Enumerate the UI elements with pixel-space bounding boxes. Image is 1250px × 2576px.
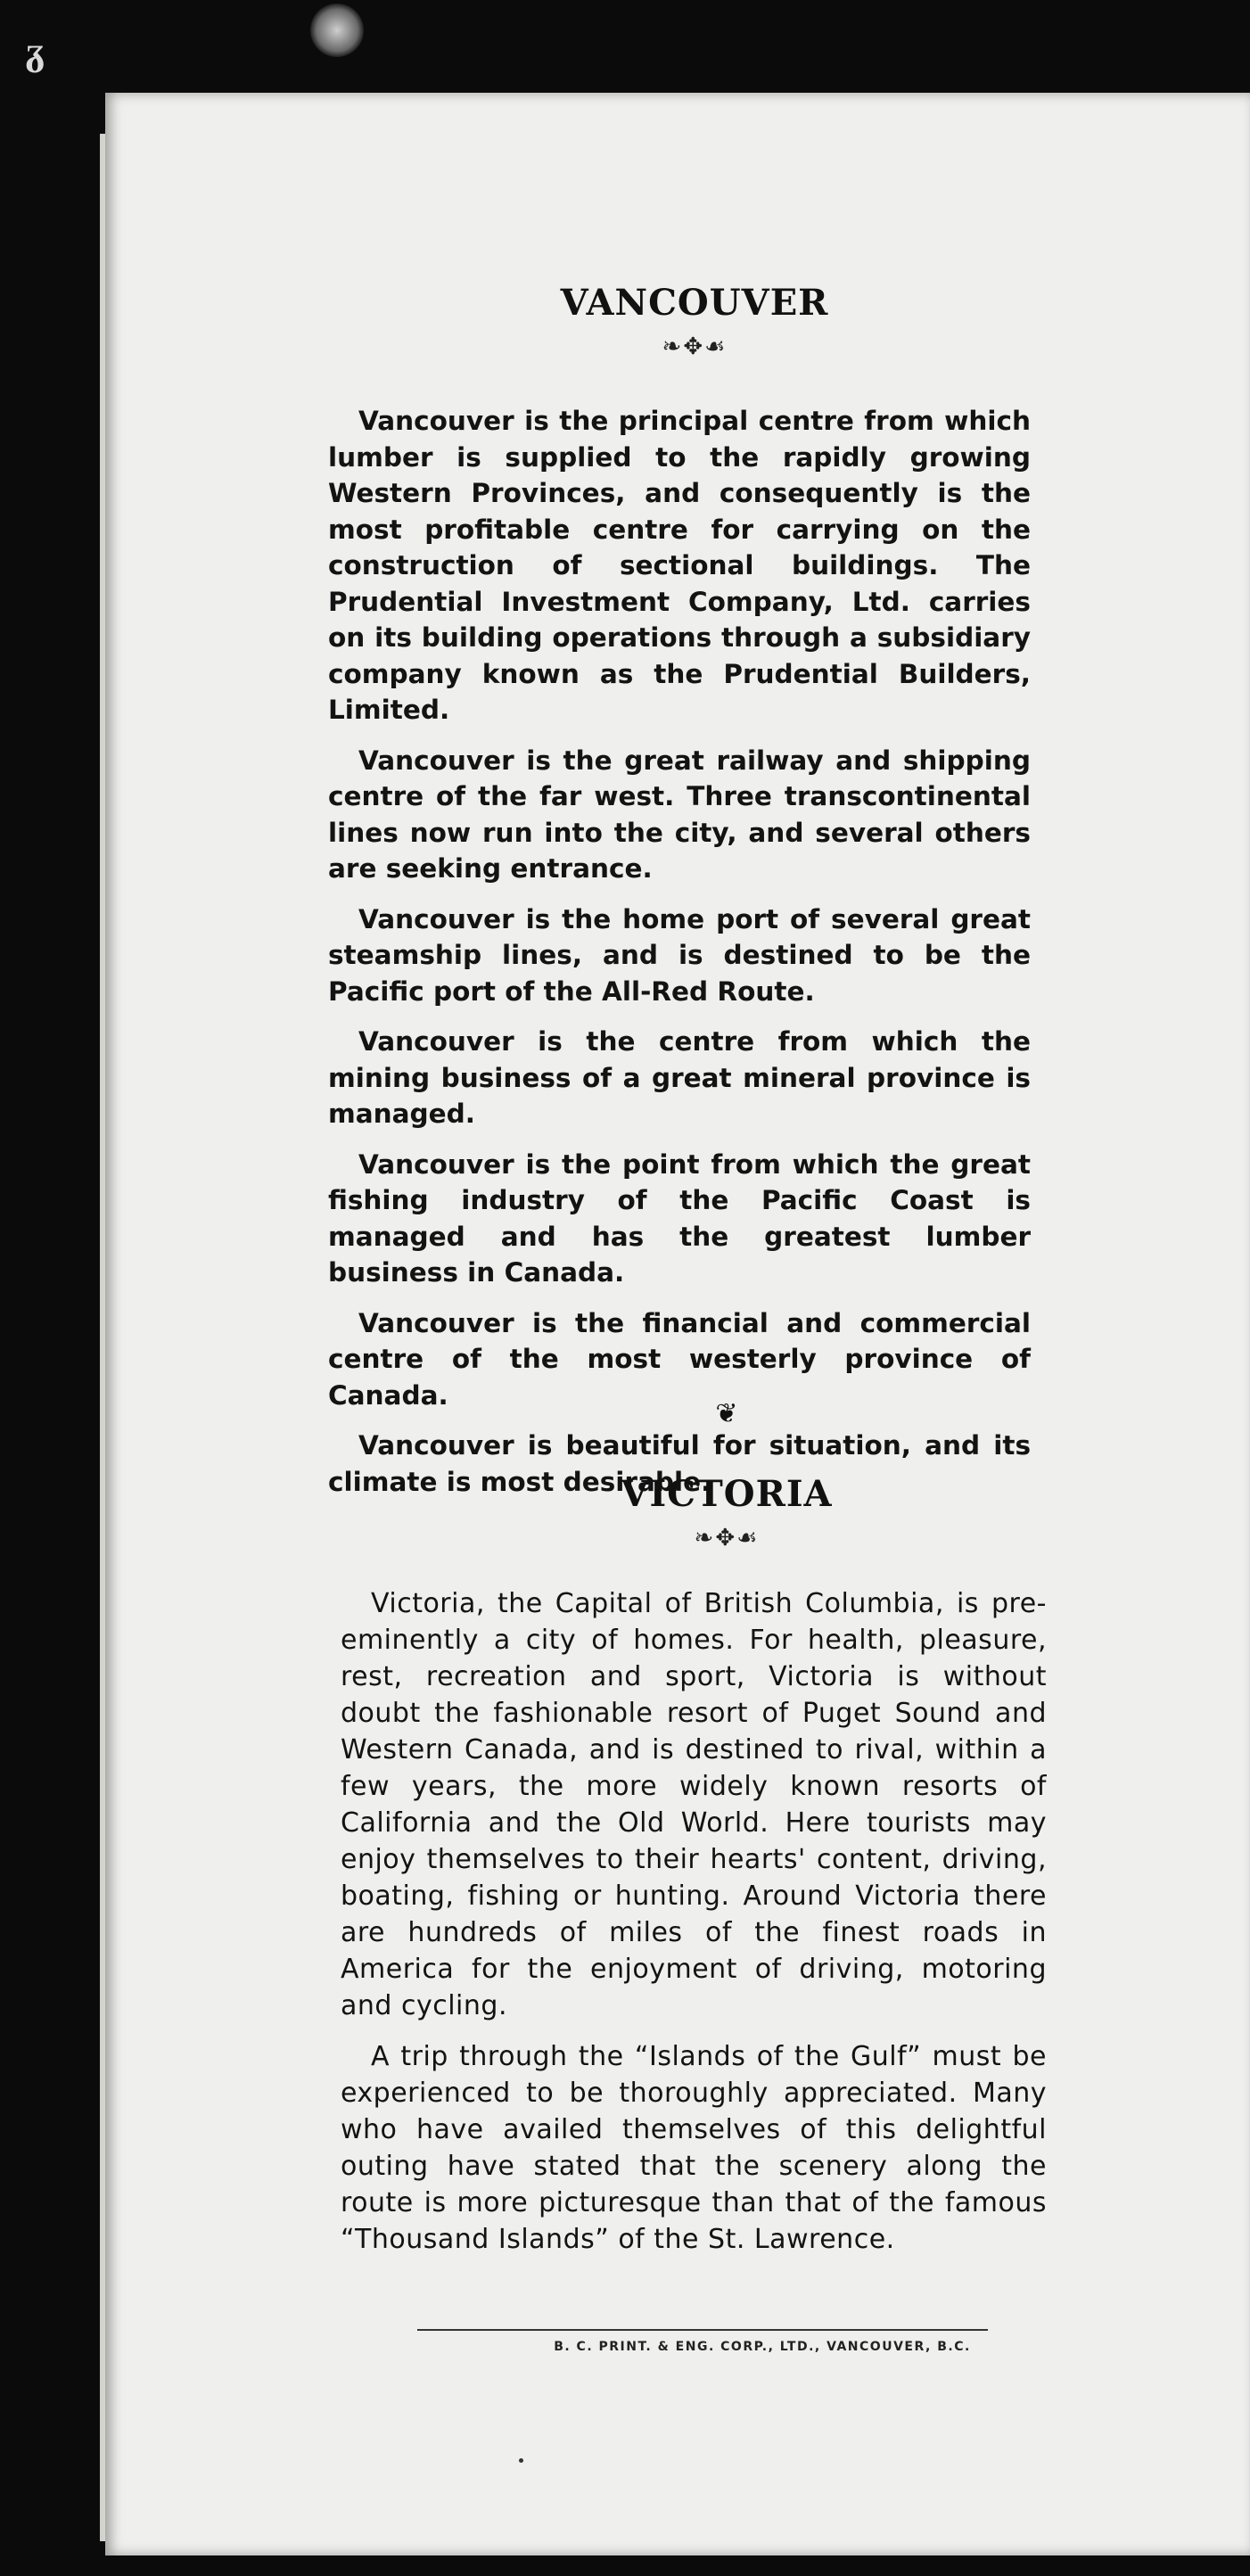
victoria-ornament: ❧✥☙ [694,1525,760,1551]
vancouver-section [328,403,1031,1514]
victoria-section [341,1585,1047,2272]
scan-corner-mark: ᵹ [25,29,45,74]
vancouver-ornament: ❧✥☙ [662,333,728,360]
vancouver-paragraph-5: Vancouver is the point from which the great fishing industry of the Pacific Coast is managed and has the greatest lumber business in Canada. [328,1148,1031,1288]
printer-imprint: B. C. PRINT. & ENG. CORP., LTD., VANCOUVER, B.C. [554,2340,971,2354]
section-divider-ornament: ❦ [715,1398,738,1429]
vancouver-paragraph-7: Vancouver is beautiful for situation, and its climate is most desirable. [328,1430,1031,1497]
scan-glare [310,4,364,57]
vancouver-paragraph-2: Vancouver is the great railway and shipping centre of the far west. Three transcontinental lines now run into the city, and several others are seeking entrance. [328,745,1031,884]
victoria-paragraph-2: A trip through the “Islands of the Gulf” must be experienced to be thoroughly appreciated. Many who have availed themselves of this delightful outing have stated that the scenery along the route is more picturesque than that of the famous “Thousand Islands” of the St. Lawrence. [341,2041,1047,2255]
vancouver-paragraph-4: Vancouver is the centre from which the mining business of a great mineral province is managed. [328,1026,1031,1129]
footer-rule [417,2329,988,2331]
paper-speck [519,2458,523,2463]
vancouver-paragraph-6: Vancouver is the financial and commercial centre of the most westerly province of Canada. [328,1307,1031,1411]
victoria-heading: VICTORIA [621,1473,833,1515]
vancouver-heading: VANCOUVER [560,282,829,324]
vancouver-paragraph-1: Vancouver is the principal centre from which lumber is supplied to the rapidly growing Western Provinces, and consequently is the most profitable centre for carrying on the construction of sectional buildings. The Prudential Investment Company, Ltd. carries on its building operations through a subsidiary company known as the Prudential Builders, Limited. [328,406,1031,725]
vancouver-paragraph-3: Vancouver is the home port of several great steamship lines, and is destined to be the Pacific port of the All-Red Route. [328,903,1031,1007]
document-page [105,93,1250,2555]
victoria-paragraph-1: Victoria, the Capital of British Columbia, is pre-eminently a city of homes. For health, pleasure, rest, recreation and sport, Victoria is without doubt the fashionable resort of Puget Sound and Western Canada, and is destined to rival, within a few years, the more widely known resorts of California and the Old World. Here tourists may enjoy themselves to their hearts' content, driving, boating, fishing or hunting. Around Victoria there are hundreds of miles of the finest roads in America for the enjoyment of driving, motoring and cycling. [341,1588,1047,2021]
